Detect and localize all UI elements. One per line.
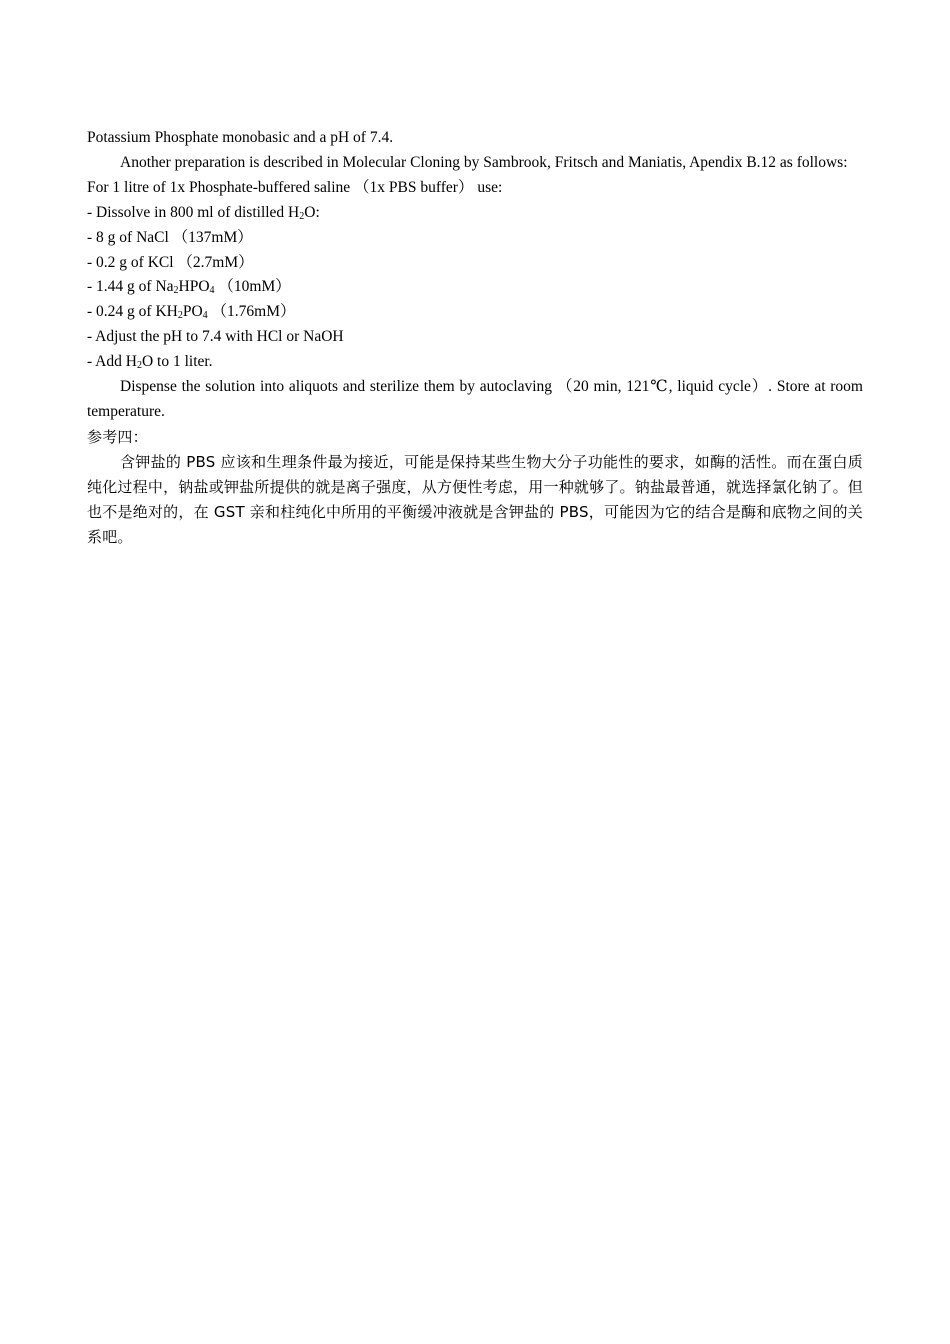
- step-text: （10mM）: [214, 278, 291, 296]
- paragraph-reference-four: 含钾盐的 PBS 应该和生理条件最为接近，可能是保持某些生物大分子功能性的要求，如酶的活性。而在蛋白质纯化过程中，钠盐或钾盐所提供的就是离子强度，从方便性考虑，用一种就够了。钠盐最普通，就选择氯化钠了。但也不是绝对的，在 GST 亲和柱纯化中所用的平衡缓冲液就是含钾盐的 PBS，可能因为它的结合是酶和底物之间的关系吧。: [87, 452, 863, 546]
- subscript: 4: [202, 310, 208, 322]
- recipe-step-na2hpo4: [87, 275, 863, 300]
- subscript: 2: [299, 210, 305, 222]
- step-text: PO: [182, 303, 203, 321]
- subscript: 4: [209, 285, 215, 297]
- subscript: 2: [173, 285, 179, 297]
- subscript: 2: [136, 360, 142, 372]
- recipe-step-kcl: - 0.2 g of KCl （2.7mM）: [87, 253, 254, 271]
- subscript: 2: [177, 310, 183, 322]
- step-text: （1.76mM）: [207, 303, 296, 321]
- document-page: [87, 126, 863, 549]
- reference-four-heading: 参考四：: [87, 427, 148, 446]
- step-text: HPO: [178, 278, 210, 296]
- recipe-step-add-water: [87, 350, 863, 375]
- recipe-heading: For 1 litre of 1x Phosphate-buffered saline （1x PBS buffer） use:: [87, 178, 503, 196]
- step-text: - Add H: [87, 353, 137, 371]
- step-text: - Dissolve in 800 ml of distilled H: [87, 203, 300, 221]
- step-text: - 1.44 g of Na: [87, 278, 174, 296]
- recipe-step-adjust-ph: - Adjust the pH to 7.4 with HCl or NaOH: [87, 328, 344, 346]
- recipe-step-nacl: - 8 g of NaCl （137mM）: [87, 228, 253, 246]
- paragraph-dispense: Dispense the solution into aliquots and sterilize them by autoclaving （20 min, 121℃, liquid cycle）. Store at room temperature.: [87, 378, 863, 420]
- continuation-line: Potassium Phosphate monobasic and a pH of 7.4.: [87, 129, 394, 146]
- paragraph-another-preparation: Another preparation is described in Molecular Cloning by Sambrook, Fritsch and Maniatis, Apendix B.12 as follows:: [120, 153, 848, 171]
- step-text: O to 1 liter.: [141, 353, 213, 371]
- step-text: - 0.24 g of KH: [87, 303, 178, 321]
- recipe-step-dissolve: [87, 201, 863, 226]
- recipe-step-kh2po4: [87, 300, 863, 325]
- step-text: O:: [304, 203, 320, 221]
